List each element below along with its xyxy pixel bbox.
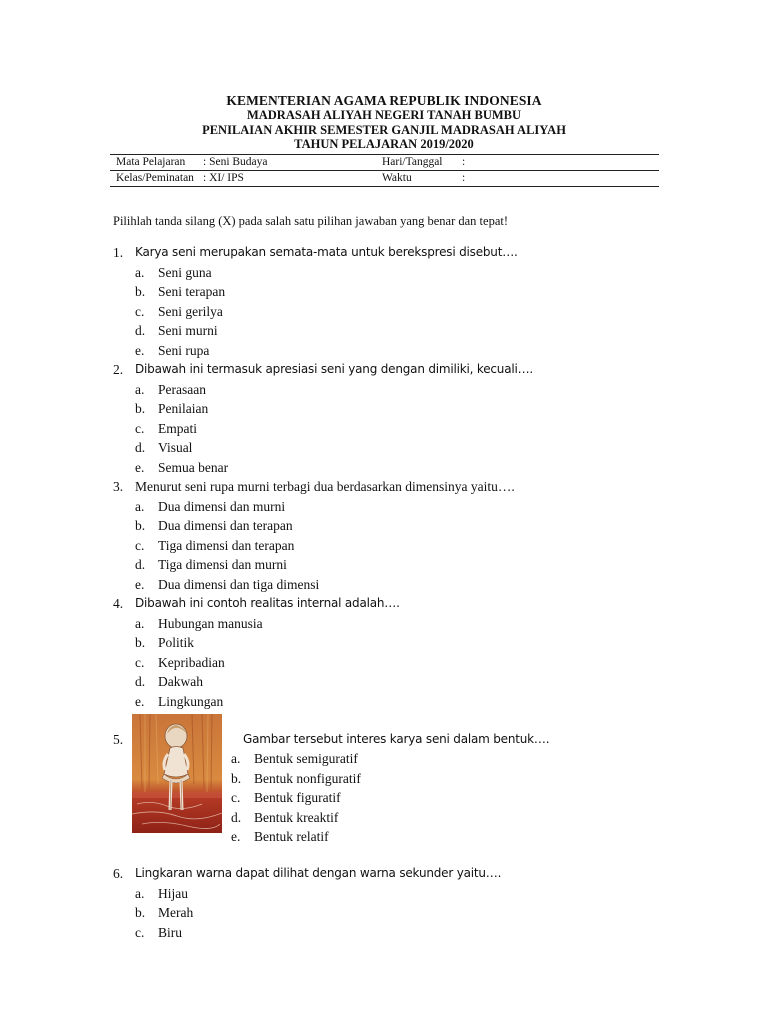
option-a [113,884,673,904]
question-text: Dibawah ini contoh realitas internal adalah…. [135,596,400,610]
option-c [113,923,673,943]
school-name: MADRASAH ALIYAH NEGERI TANAH BUMBU [246,108,522,122]
option-text: Dakwah [158,674,203,689]
option-letter: a. [135,498,145,514]
painting-image [132,714,222,833]
class-value: : XI/ IPS [203,172,244,184]
question-number: 5. [113,732,124,747]
option-letter: b. [135,905,146,920]
option-letter: b. [135,284,146,299]
option-letter: d. [231,809,242,825]
question-text: Lingkaran warna dapat dilihat dengan warna sekunder yaitu…. [135,866,502,880]
option-letter: d. [135,557,146,572]
option-letter: d. [135,674,146,689]
option-letter: a. [135,264,145,280]
option-text: Kepribadian [158,654,225,670]
question-text: Karya seni merupakan semata-mata untuk berekspresi disebut…. [135,245,518,259]
option-e [113,692,673,712]
option-d [113,555,673,575]
question-4 [113,594,673,711]
question-3 [113,477,673,594]
option-text: Merah [158,905,194,920]
option-b [113,633,673,653]
option-letter: e. [135,576,145,592]
question-list [113,243,673,942]
option-text: Dua dimensi dan tiga dimensi [158,576,320,592]
question-number: 3. [113,479,124,494]
question-number: 1. [113,245,124,260]
option-letter: a. [135,885,145,901]
option-c [113,536,673,556]
option-letter: c. [135,537,145,553]
option-text: Empati [158,420,197,436]
option-letter: e. [135,342,145,358]
question-6 [113,864,673,942]
option-text: Bentuk kreaktif [254,809,339,825]
option-letter: c. [135,303,145,319]
option-letter: d. [135,323,146,338]
option-e [113,575,673,595]
option-text: Semua benar [158,459,229,475]
time-label: Waktu [382,172,412,184]
question-1 [113,243,673,360]
option-text: Bentuk semiguratif [254,751,358,766]
option-letter: d. [135,440,146,455]
question-text: Menurut seni rupa murni terbagi dua berdasarkan dimensinya yaitu…. [135,479,515,494]
option-text: Hubungan manusia [158,615,263,631]
option-text: Seni rupa [158,342,210,358]
option-a [113,263,673,283]
question-2 [113,360,673,477]
option-letter: a. [135,381,145,397]
option-text: Bentuk nonfiguratif [254,770,361,786]
option-text: Hijau [158,885,188,901]
question-number: 4. [113,596,124,611]
option-text: Dua dimensi dan terapan [158,518,293,533]
option-c [113,419,673,439]
option-text: Seni murni [158,323,218,338]
exam-title: PENILAIAN AKHIR SEMESTER GANJIL MADRASAH ALIYAH [202,122,566,137]
option-e [113,341,673,361]
question-5 [113,730,673,864]
exam-header [0,93,768,152]
option-a [113,380,673,400]
option-b [113,903,673,923]
info-row-subject [110,155,659,171]
option-text: Bentuk figuratif [254,790,341,805]
option-a [113,497,673,517]
question-text: Gambar tersebut interes karya seni dalam bentuk…. [243,732,550,746]
time-value: : [462,172,466,184]
option-letter: c. [135,924,145,940]
option-c [113,302,673,322]
option-b [113,516,673,536]
option-c [113,653,673,673]
day-value: : [462,156,466,168]
option-b [113,399,673,419]
option-text: Penilaian [158,401,209,416]
option-text: Perasaan [158,381,206,397]
option-d [113,438,673,458]
option-a [113,614,673,634]
option-letter: e. [135,459,145,475]
option-text: Visual [158,440,193,455]
option-e [113,458,673,478]
ministry-title: KEMENTERIAN AGAMA REPUBLIK INDONESIA [226,93,542,108]
academic-year: TAHUN PELAJARAN 2019/2020 [294,137,474,151]
option-letter: b. [231,770,242,786]
option-text: Bentuk relatif [254,829,329,844]
option-letter: e. [135,693,145,709]
exam-info-table [110,154,659,187]
option-letter: c. [231,790,241,805]
option-letter: a. [135,615,145,631]
option-text: Dua dimensi dan murni [158,498,286,514]
day-label: Hari/Tanggal [382,156,443,168]
option-text: Seni gerilya [158,303,223,319]
question-text: Dibawah ini termasuk apresiasi seni yang dengan dimiliki, kecuali…. [135,362,534,376]
subject-value: : Seni Budaya [203,156,268,168]
option-letter: c. [135,420,145,436]
option-d [113,321,673,341]
option-text: Seni terapan [158,284,226,299]
option-letter: b. [135,635,146,650]
class-label: Kelas/Peminatan [116,172,194,184]
subject-label: Mata Pelajaran [116,156,186,168]
option-text: Lingkungan [158,693,224,709]
info-row-class [110,171,659,186]
option-d [113,672,673,692]
instruction-text: Pilihlah tanda silang (X) pada salah satu pilihan jawaban yang benar dan tepat! [113,214,509,228]
option-letter: e. [231,829,241,844]
option-text: Tiga dimensi dan terapan [158,537,295,553]
option-letter: b. [135,518,146,533]
question-number: 2. [113,362,124,377]
option-letter: b. [135,401,146,416]
option-b [113,282,673,302]
option-letter: a. [231,751,241,766]
option-text: Politik [158,635,195,650]
option-text: Tiga dimensi dan murni [158,557,287,572]
question-number: 6. [113,866,124,881]
option-text: Biru [158,924,183,940]
option-letter: c. [135,654,145,670]
option-text: Seni guna [158,264,212,280]
